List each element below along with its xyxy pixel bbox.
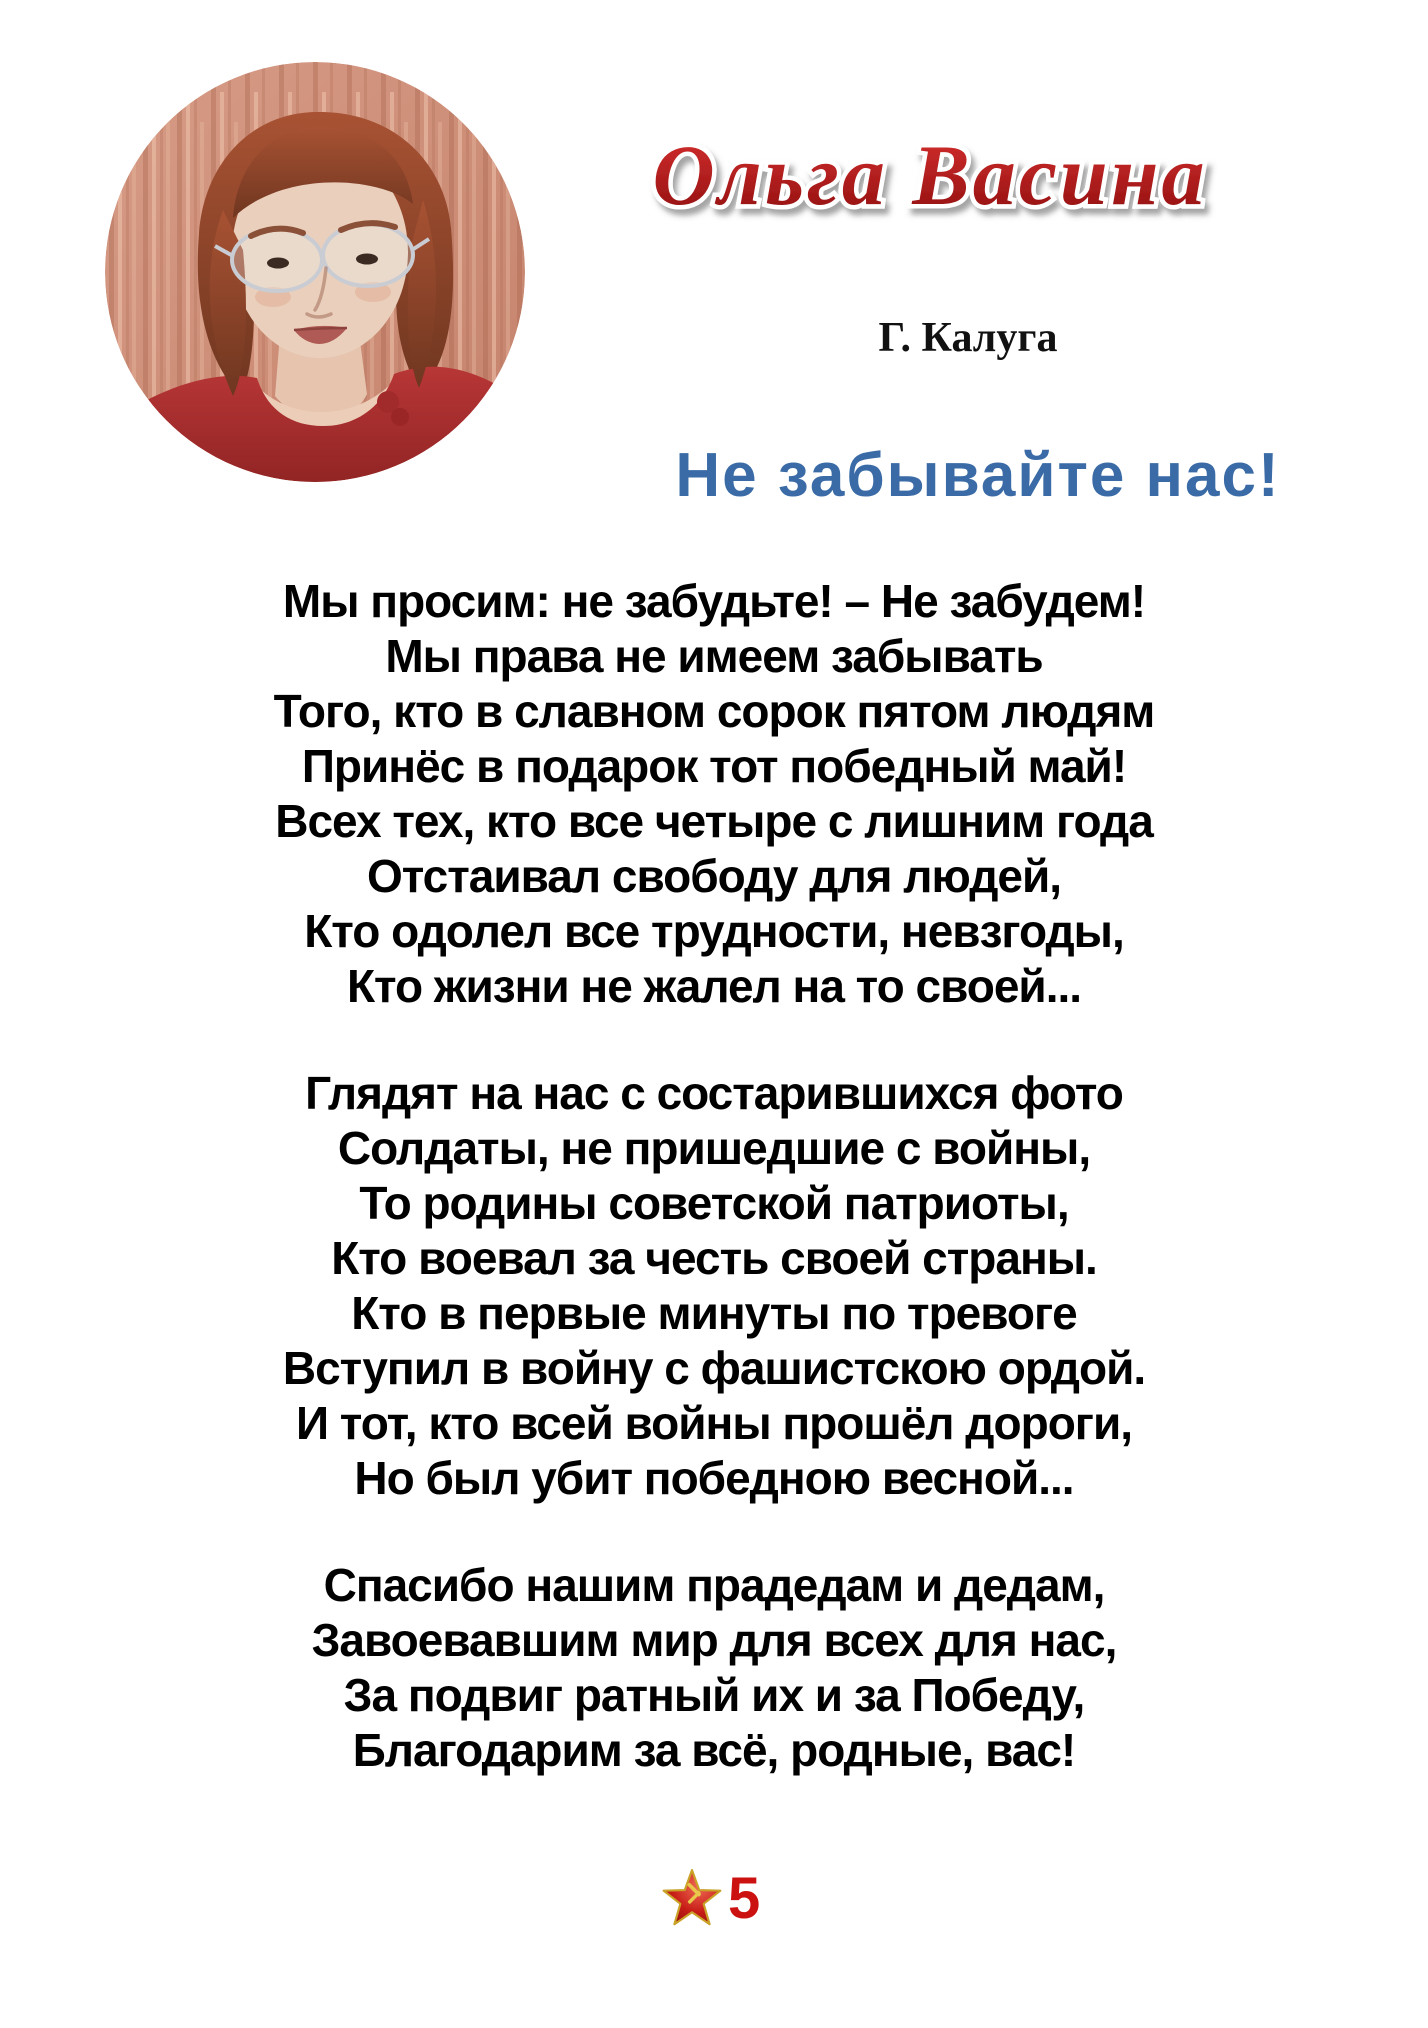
svg-text:Ольга Васина: Ольга Васина — [652, 127, 1208, 223]
author-name-title — [600, 92, 1260, 252]
eye-right — [356, 254, 378, 265]
poem-title: Не забывайте нас! — [675, 441, 1281, 510]
poem-line: Вступил в войну с фашистскою ордой. — [282, 1342, 1146, 1394]
eye-left — [267, 258, 289, 269]
poem-line: Но был убит победною весной... — [354, 1452, 1074, 1504]
poem-line: Того, кто в славном сорок пятом людям — [273, 685, 1155, 737]
poem-stanza — [0, 1558, 1428, 1778]
poem-line: Отстаивал свободу для людей, — [366, 850, 1062, 902]
page-number: 5 — [728, 1866, 761, 1931]
poem-line: Мы права не имеем забывать — [385, 630, 1043, 682]
poem-line: Кто в первые минуты по тревоге — [351, 1287, 1077, 1339]
poem-body — [0, 574, 1428, 1830]
page-footer — [660, 1868, 760, 1930]
poem-line: Спасибо нашим прадедам и дедам, — [323, 1559, 1105, 1611]
poem-line: И тот, кто всей войны прошёл дороги, — [295, 1397, 1133, 1449]
poem-line: За подвиг ратный их и за Победу, — [343, 1669, 1085, 1721]
poem-line: Принёс в подарок тот победный май! — [301, 740, 1127, 792]
poem-stanza — [0, 574, 1428, 1014]
poem-line: Благодарим за всё, родные, вас! — [352, 1724, 1076, 1776]
poem-line: Кто жизни не жалел на то своей... — [346, 960, 1082, 1012]
poem-line: Завоевавшим мир для всех для нас, — [311, 1614, 1117, 1666]
poem-line: Кто воевал за честь своей страны. — [331, 1232, 1097, 1284]
poem-stanza — [0, 1066, 1428, 1506]
poem-line: Глядят на нас с состарившихся фото — [305, 1067, 1123, 1119]
poem-line: Кто одолел все трудности, невзгоды, — [304, 905, 1124, 957]
poem-line: То родины советской патриоты, — [359, 1177, 1069, 1229]
poem-line: Мы просим: не забудьте! – Не забудем! — [282, 575, 1146, 627]
author-portrait-illustration — [105, 62, 525, 482]
soviet-star-icon — [660, 1868, 724, 1930]
sweater-button — [391, 408, 409, 426]
poem-line: Солдаты, не пришедшие с войны, — [337, 1122, 1091, 1174]
author-photo — [105, 62, 525, 482]
poem-line: Всех тех, кто все четыре с лишним года — [275, 795, 1153, 847]
city-label: Г. Калуга — [878, 315, 1058, 361]
